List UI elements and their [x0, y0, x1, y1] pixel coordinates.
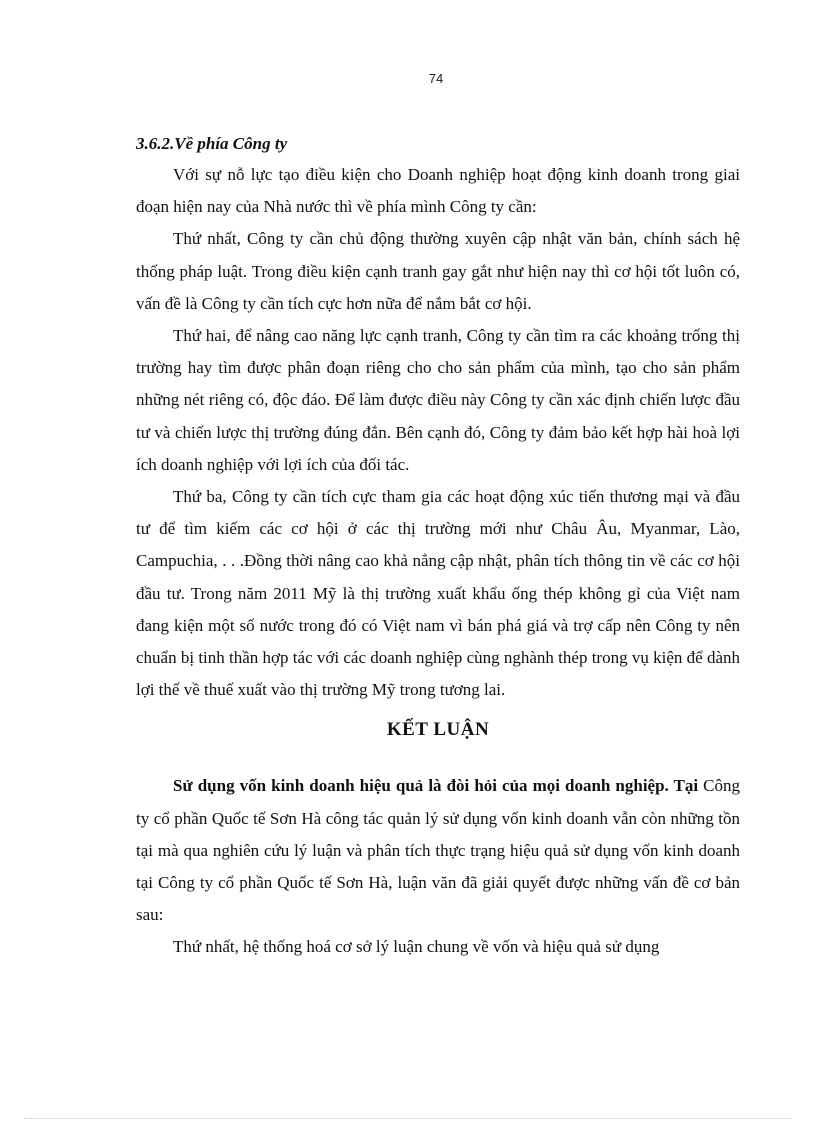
paragraph-first: Thứ nhất, Công ty cần chủ động thường xuyên cập nhật văn bản, chính sách hệ thống pháp luật. Trong điều kiện cạnh tranh gay gắt như hiện nay thì cơ hội tốt luôn có, vấn đề là Công ty cần tích cực hơn nữa để nắm bắt cơ hội.	[136, 229, 740, 313]
section-spacer	[136, 754, 740, 770]
conclusion-text: Công ty cổ phần Quốc tế Sơn Hà công tác quản lý sử dụng vốn kinh doanh vẫn còn những tồn tại mà qua nghiên cứu lý luận và phân tích thực trạng hiệu quả sử dụng vốn kinh doanh tại Công ty cổ phần Quốc tế Sơn Hà, luận văn đã giải quyết được những vấn đề cơ bản sau:	[136, 776, 740, 925]
paragraph-intro: Với sự nỗ lực tạo điều kiện cho Doanh nghiệp hoạt động kinh doanh trong giai đoạn hiện nay của Nhà nước thì về phía mình Công ty cần:	[136, 165, 740, 217]
page-number: 74	[428, 71, 444, 86]
conclusion-title: KẾT LUẬN	[386, 719, 490, 741]
conclusion-paragraph	[136, 770, 740, 931]
section-heading: 3.6.2.Về phía Công ty	[136, 134, 288, 153]
paragraph-second: Thứ hai, để nâng cao năng lực cạnh tranh, Công ty cần tìm ra các khoảng trống thị trường hay tìm được phân đoạn riêng cho cho sản phẩm của mình, tạo cho sản phẩm những nét riêng có, độc đáo. Để làm được điều này Công ty cần xác định chiến lược đầu tư và chiến lược thị trường đúng đắn. Bên cạnh đó, Công ty đảm bảo kết hợp hài hoà lợi ích doanh nghiệp với lợi ích của đối tác.	[136, 326, 740, 474]
page-bottom-border	[24, 1118, 792, 1119]
conclusion-bold-lead: Sử dụng vốn kinh doanh hiệu quả là đòi hỏi của mọi doanh nghiệp. Tại	[173, 776, 699, 796]
conclusion-first-point: Thứ nhất, hệ thống hoá cơ sở lý luận chung về vốn và hiệu quả sử dụng	[173, 937, 660, 957]
page-content	[136, 129, 740, 964]
paragraph-third: Thứ ba, Công ty cần tích cực tham gia các hoạt động xúc tiến thương mại và đầu tư để tìm kiếm các cơ hội ở các thị trường mới như Châu Âu, Myanmar, Lào, Campuchia, . . .Đồng thời nâng cao khả nẳng cập nhật, phân tích thông tin về các cơ hội đầu tư. Trong năm 2011 Mỹ là thị trường xuất khẩu ống thép không gỉ của Việt nam đang kiện một số nước trong đó có Việt nam vì bán phá giá và trợ cấp nên Công ty nên chuẩn bị tinh thần hợp tác với các doanh nghiệp cùng nghành thép trong vụ kiện để dành lợi thế về thuế xuất vào thị trường Mỹ trong tương lai.	[136, 487, 740, 700]
